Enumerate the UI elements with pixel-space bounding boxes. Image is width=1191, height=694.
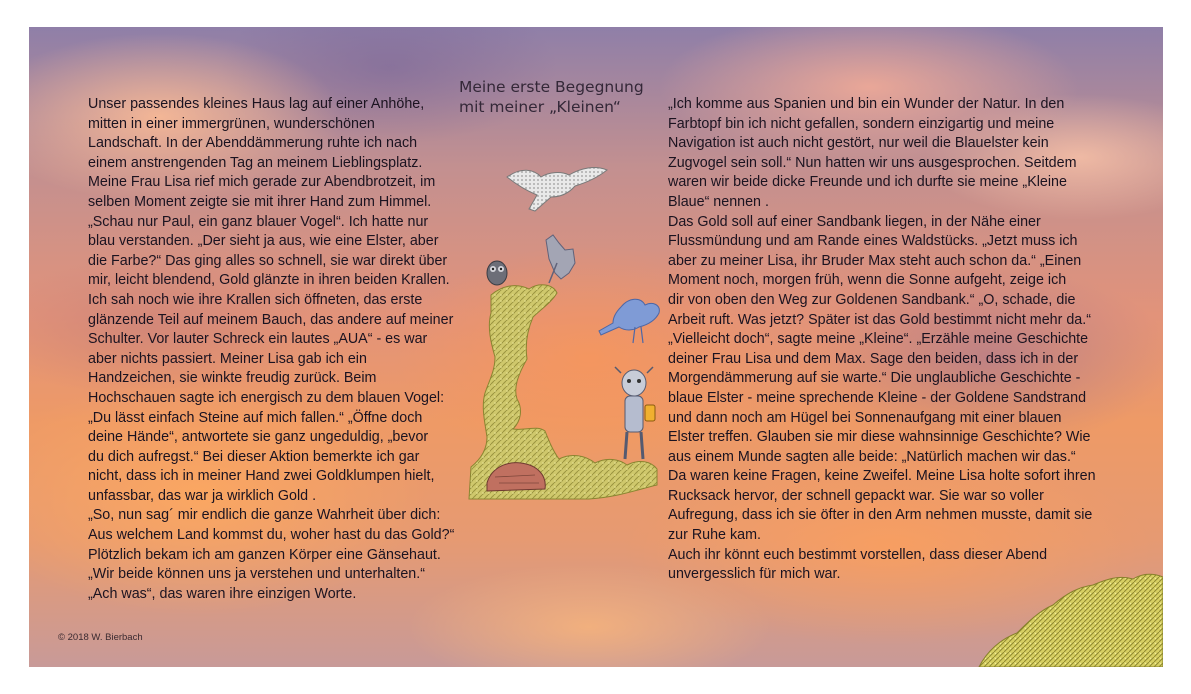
text-line: mitten in einer immergrünen, wunderschönen xyxy=(88,115,375,132)
text-line: glänzende Teil auf meinem Bauch, das andere auf meiner xyxy=(88,311,454,328)
text-line: blaue Elster - meine sprechende Kleine - der Goldene Sandstrand xyxy=(668,389,1087,406)
text-line: Aus welchem Land kommst du, woher hast du das Gold?“ xyxy=(88,527,455,544)
text-line: „Du lässt einfach Steine auf mich fallen.“ „Öffne doch xyxy=(88,409,423,426)
text-line: deine Hände“, antwortete sie ganz ungeduldig, „bevor xyxy=(88,429,429,446)
text-line: Zugvogel sein soll.“ Nun hatten wir uns ausgesprochen. Seitdem xyxy=(668,154,1077,171)
text-line: Hochschauen sagte ich energisch zu dem blauen Vogel: xyxy=(88,389,445,406)
text-line: nicht, dass ich in meiner Hand zwei Goldklumpen hielt, xyxy=(88,468,435,485)
flying-white-bird-icon xyxy=(507,168,607,211)
text-line: „Wir beide können uns ja verstehen und unterhalten.“ xyxy=(88,566,425,583)
text-line: „Vielleicht doch“, sagte meine „Kleine“. „Erzähle meine Geschichte xyxy=(668,331,1089,348)
figure-with-lantern-icon xyxy=(615,367,655,459)
text-line: Moment noch, morgen früh, wenn die Sonne aufgeht, zeige ich xyxy=(668,272,1067,289)
text-line: aus einem Munde sagten alle beide: „Natürlich machen wir das.“ xyxy=(668,448,1076,465)
text-line: selben Moment zeigte sie mit ihrer Hand zum Himmel. xyxy=(88,193,432,210)
text-line: Aufregung, dass ich sie öfter in den Arm nehmen musste, damit sie xyxy=(668,507,1093,524)
owl-icon xyxy=(487,261,507,285)
text-line: Schulter. Vor lauter Schreck ein lautes „AUA“ - es war xyxy=(88,331,428,348)
text-line: blau verstanden. „Der sieht ja aus, wie eine Elster, aber xyxy=(88,233,439,250)
text-line: Auch ihr könnt euch bestimmt vorstellen, dass dieser Abend xyxy=(668,546,1048,563)
text-line: Rucksack hervor, der schnell gepackt war. Sie war so voller xyxy=(668,487,1044,504)
text-line: „Ich komme aus Spanien und bin ein Wunder der Natur. In den xyxy=(668,96,1065,112)
text-line: Arbeit ruft. Was jetzt? Später ist das Gold bestimmt nicht mehr da.“ xyxy=(668,311,1091,328)
text-line: aber zu meiner Lisa, ihr Bruder Max steht auch schon da.“ „Einen xyxy=(668,252,1082,269)
blue-magpie-icon xyxy=(599,299,659,343)
text-line: „Ach was“, das waren ihre einzigen Worte. xyxy=(88,585,357,602)
text-line: und dann noch am Hügel bei Sonnenaufgang mit einer blauen xyxy=(668,409,1062,426)
title-line-2: mit meiner „Kleinen“ xyxy=(459,98,621,116)
text-line: die Farbe?“ Das ging alles so schnell, sie war direkt über xyxy=(88,252,448,269)
text-line: deiner Frau Lisa und dem Max. Sage den beiden, dass ich in der xyxy=(668,350,1079,367)
text-line: Blaue“ nennen . xyxy=(668,193,769,210)
text-line: unvergesslich für mich war. xyxy=(668,566,841,583)
grey-bird-icon xyxy=(546,235,575,283)
text-line: Unser passendes kleines Haus lag auf einer Anhöhe, xyxy=(88,96,425,112)
story-title xyxy=(459,77,669,117)
text-line: Handzeichen, sie winkte freudig zurück. Beim xyxy=(88,370,377,387)
text-line: waren wir beide dicke Freunde und ich durfte sie meine „Kleine xyxy=(668,174,1067,191)
text-line: Navigation ist auch nicht gestört, nur weil die Blauelster kein xyxy=(668,135,1049,152)
golden-hill-corner-icon xyxy=(979,574,1163,667)
copyright-notice: © 2018 W. Bierbach xyxy=(58,632,143,643)
text-line: Das Gold soll auf einer Sandbank liegen, in der Nähe einer xyxy=(668,213,1041,230)
text-line: mir, leicht blendend, Gold glänzte in ihren beiden Krallen. xyxy=(88,272,450,289)
text-line: „So, nun sag´ mir endlich die ganze Wahrheit über dich: xyxy=(88,507,441,524)
left-text-column xyxy=(88,95,454,604)
text-line: Plötzlich bekam ich am ganzen Körper eine Gänsehaut. xyxy=(88,546,441,563)
title-line-1: Meine erste Begegnung xyxy=(459,78,644,96)
text-line: unfassbar, das war ja wirklich Gold . xyxy=(88,487,317,504)
text-line: aber nichts passiert. Meiner Lisa gab ich ein xyxy=(88,350,367,367)
text-line: Ich sah noch wie ihre Krallen sich öffneten, das erste xyxy=(88,291,423,308)
text-line: Morgendämmerung auf sie warte.“ Die unglaubliche Geschichte - xyxy=(668,370,1081,387)
right-text-column xyxy=(668,95,1096,585)
text-line: Flussmündung und am Rande eines Waldstücks. „Jetzt muss ich xyxy=(668,233,1078,250)
text-line: Farbtopf bin ich nicht gefallen, sondern einzigartig und meine xyxy=(668,115,1055,132)
text-line: „Schau nur Paul, ein ganz blauer Vogel“. Ich hatte nur xyxy=(88,213,429,230)
text-line: zur Ruhe kam. xyxy=(668,527,761,544)
text-line: dir von oben den Weg zur Goldenen Sandbank.“ „O, schade, die xyxy=(668,291,1076,308)
text-line: einem anstrengenden Tag an meinem Lieblingsplatz. xyxy=(88,154,423,171)
text-line: Elster treffen. Glauben sie mir diese wahnsinnige Geschichte? Wie xyxy=(668,429,1091,446)
text-line: Landschaft. In der Abenddämmerung ruhte ich nach xyxy=(88,135,418,152)
text-line: Meine Frau Lisa rief mich gerade zur Abendbrotzeit, im xyxy=(88,174,436,191)
text-line: Da waren keine Fragen, keine Zweifel. Meine Lisa holte sofort ihren xyxy=(668,468,1096,485)
story-page xyxy=(29,27,1163,667)
text-line: du dich aufregst.“ Bei dieser Aktion bemerkte ich gar xyxy=(88,448,420,465)
